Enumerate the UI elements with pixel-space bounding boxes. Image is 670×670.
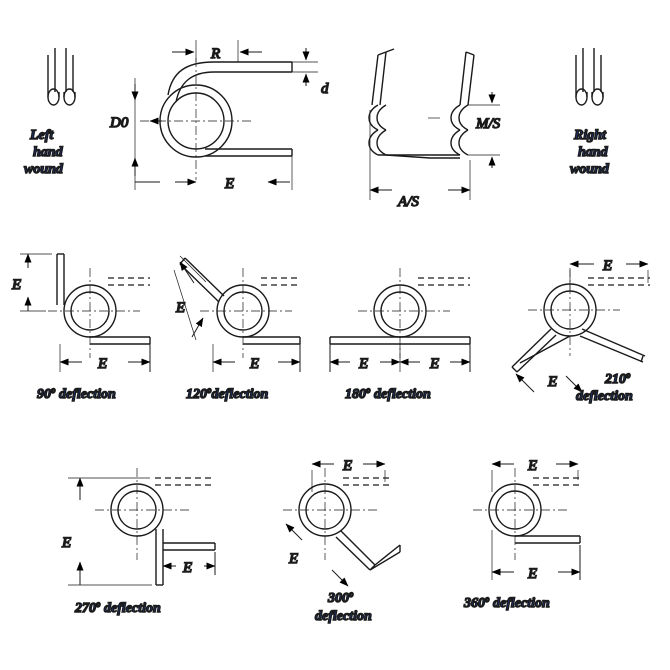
caption-300-text: deflection (315, 609, 372, 624)
dim-label-E-top: E (225, 176, 235, 192)
dim-d (292, 48, 318, 86)
dim-label-300-top: E (343, 458, 353, 474)
spring-210-deflection (512, 268, 650, 372)
dim-270 (68, 478, 215, 585)
caption-300-num: 300$^o$ (328, 589, 354, 606)
dim-label-90-vertical: E (12, 277, 22, 293)
caption-270: 270$^o$ deflection (75, 599, 161, 616)
dim-label-210-diagonal: E (548, 374, 558, 390)
caption-210-text: deflection (576, 389, 633, 404)
caption-120: 120$^o$deflection (186, 385, 269, 402)
left-hand-wound-line2: hand (33, 145, 63, 160)
spring-300-deflection (283, 468, 400, 570)
spring-360-deflection (473, 468, 580, 560)
right-hand-wound-line3: wound (570, 162, 609, 177)
spring-90-deflection (48, 254, 150, 358)
dim-label-180-right: E (430, 356, 440, 372)
dim-90-E (20, 254, 150, 372)
dim-E-top-row (135, 78, 292, 190)
dim-label-360-top: E (528, 458, 538, 474)
right-hand-wound-line1: Right (574, 128, 606, 143)
caption-90: 90$^o$ deflection (37, 385, 116, 402)
dim-120 (174, 256, 300, 372)
left-hand-wound-line1: Left (30, 128, 54, 143)
dim-360 (492, 464, 580, 580)
caption-210-num: 210$^o$ (605, 370, 631, 387)
dim-label-270-horizontal: E (183, 560, 193, 576)
dim-label-120-diagonal: E (176, 300, 186, 316)
dim-label-90-horizontal: E (98, 356, 108, 372)
dim-label-270-vertical: E (62, 535, 72, 551)
dim-label-300-diagonal: E (289, 551, 299, 567)
main-spring-side-view (140, 58, 292, 180)
dim-label-180-left: E (359, 356, 369, 372)
dim-label-120-horizontal: E (250, 356, 260, 372)
dim-180 (330, 344, 470, 372)
right-hand-wound-icon (576, 48, 603, 105)
right-hand-wound-line2: hand (578, 145, 608, 160)
caption-360: 360$^o$ deflection (464, 594, 550, 611)
dim-label-D0: D0 (110, 115, 129, 131)
caption-180: 180$^o$ deflection (345, 385, 431, 402)
spring-front-view (369, 49, 474, 158)
left-hand-wound-line3: wound (24, 162, 63, 177)
dim-label-R: R (211, 46, 221, 62)
spring-270-deflection (95, 468, 215, 585)
dim-label-360-bottom: E (528, 566, 538, 582)
spring-120-deflection (180, 258, 300, 358)
left-hand-wound-icon (48, 48, 75, 105)
dim-label-210-top: E (603, 258, 613, 274)
dim-label-AS: A/S (398, 194, 419, 210)
dim-label-d: d (321, 81, 329, 97)
dim-label-MS: M/S (476, 116, 501, 132)
